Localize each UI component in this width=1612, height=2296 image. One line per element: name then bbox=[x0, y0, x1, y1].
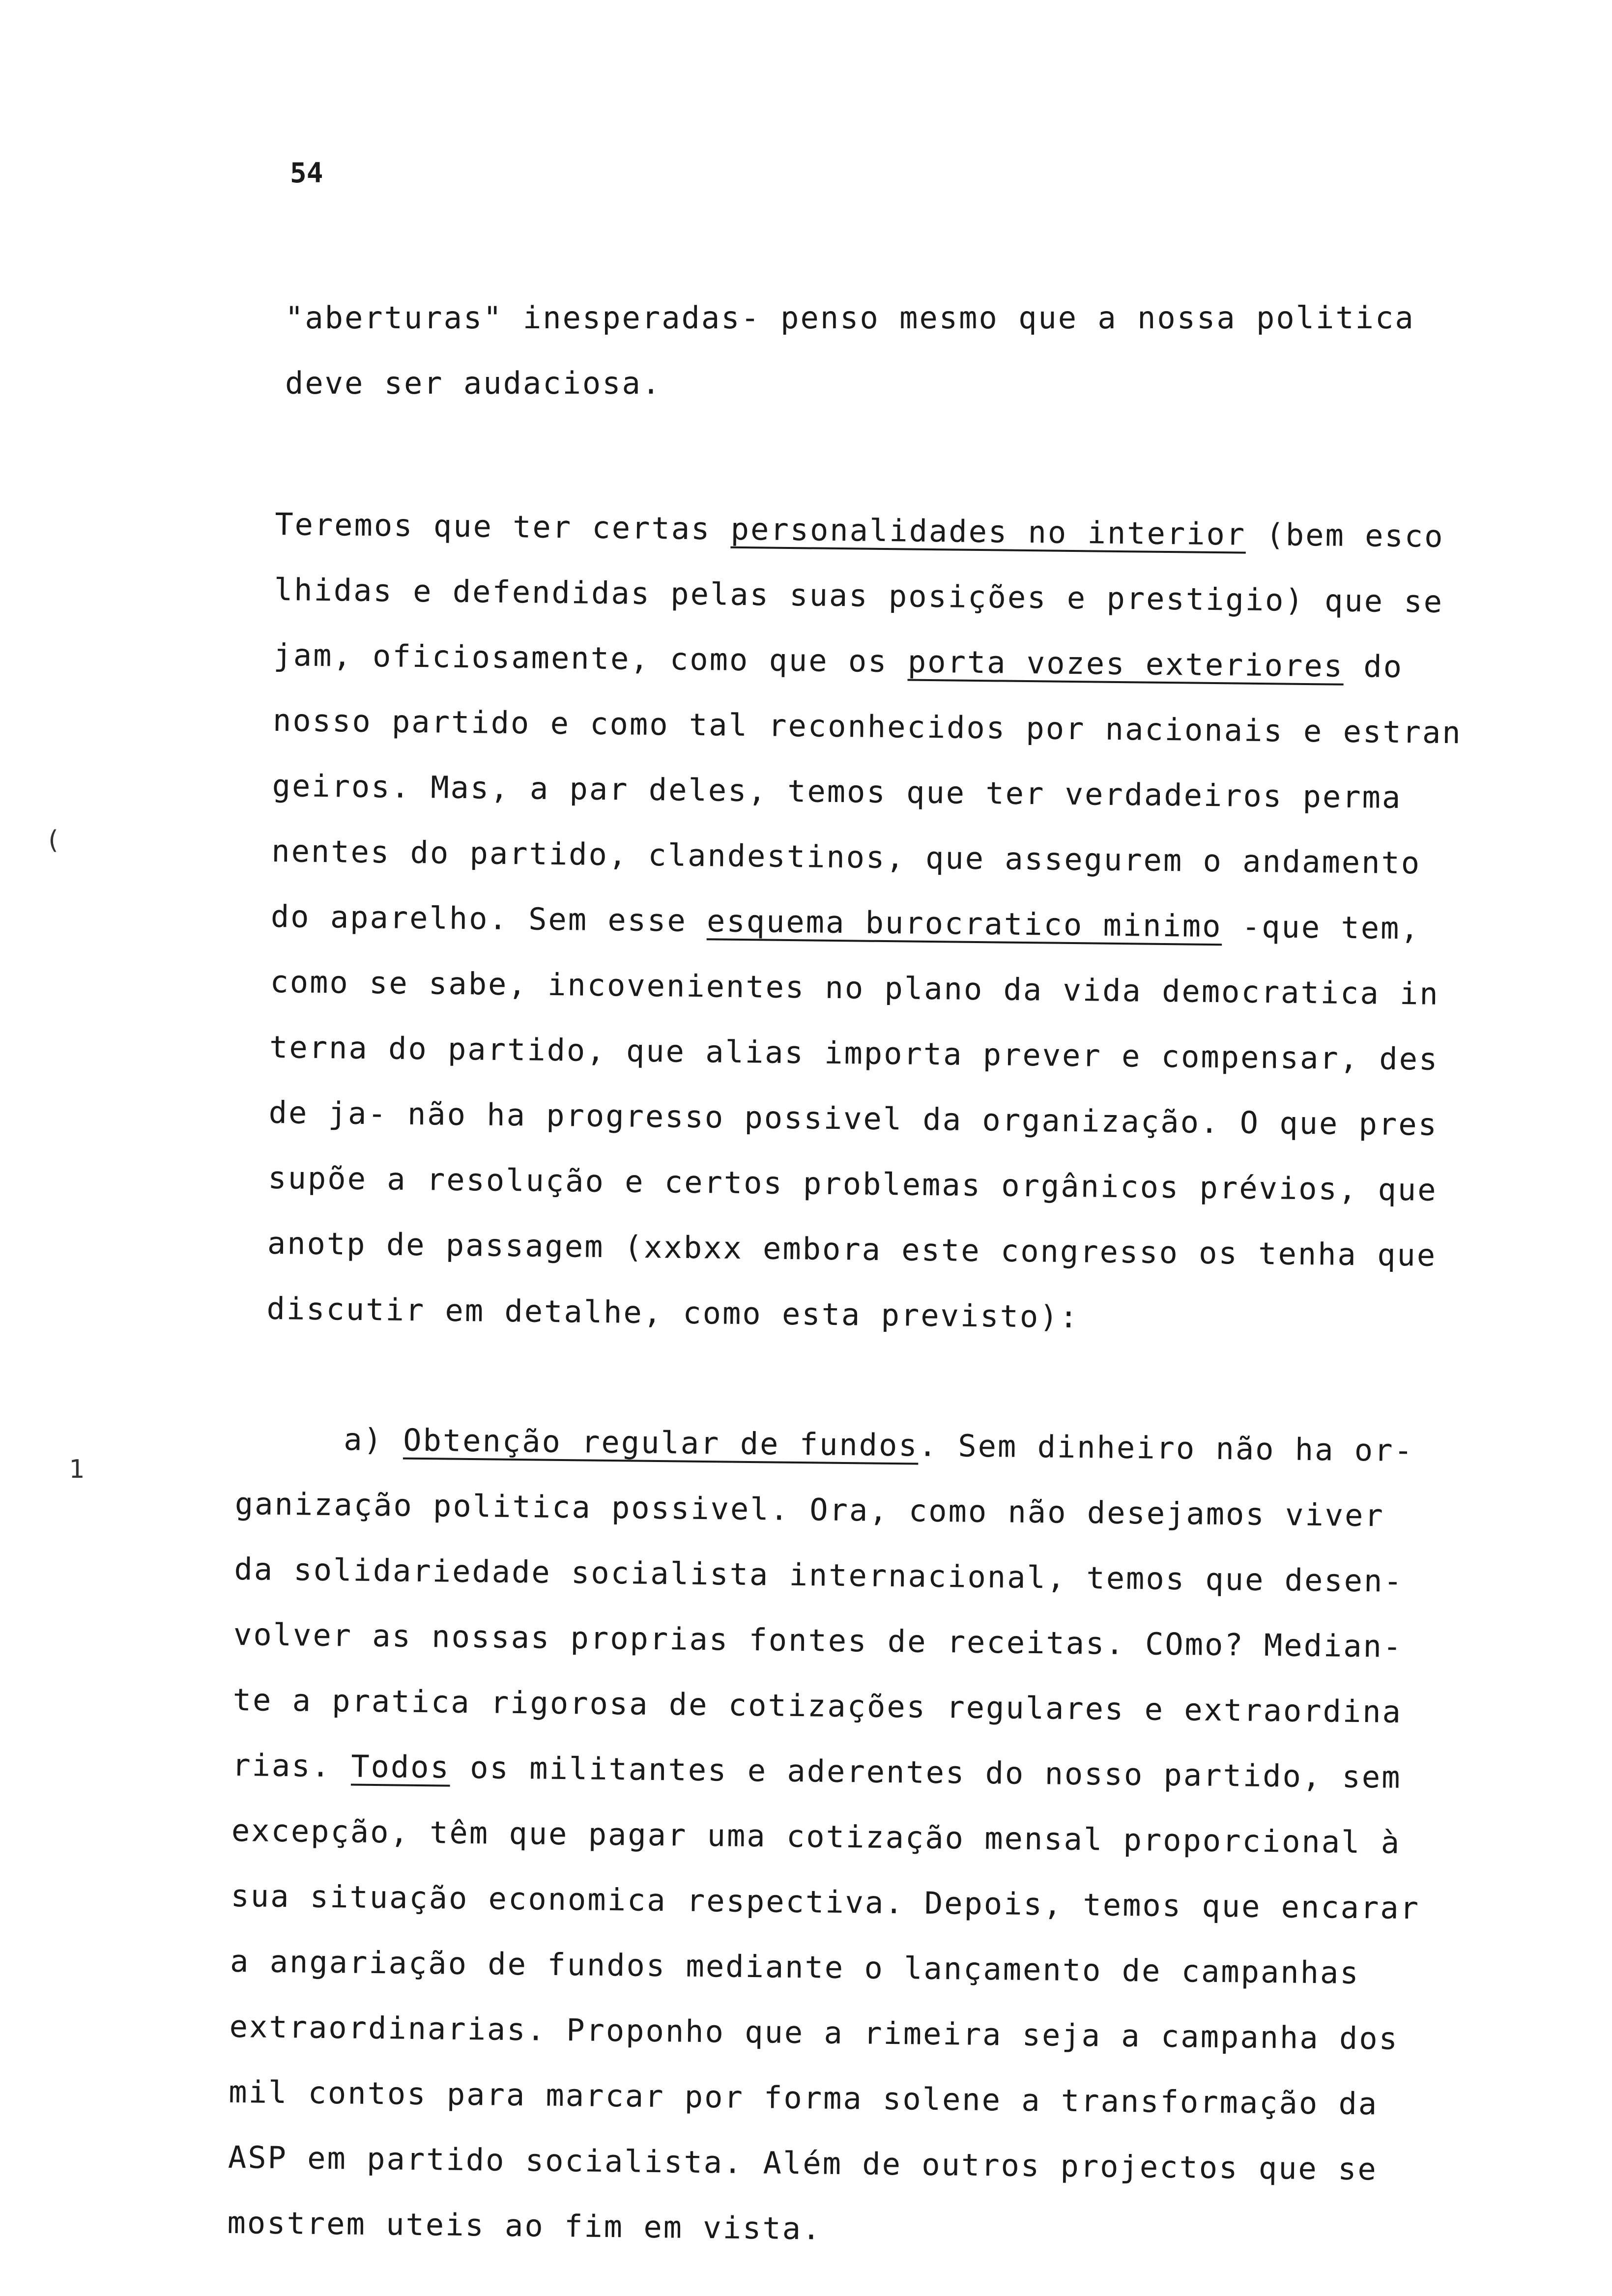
text-segment: lhidas e defendidas pelas suas posições e prestigio) que se bbox=[274, 571, 1444, 620]
paragraph-3 bbox=[227, 1406, 1425, 2267]
text-line bbox=[232, 1732, 1422, 1810]
text-segment: a) bbox=[343, 1421, 403, 1458]
text-segment: excepção, têm que pagar uma cotização mensal proporcional à bbox=[231, 1812, 1401, 1861]
underlined-text: esquema burocratico minimo bbox=[706, 903, 1222, 945]
text-segment: volver as nossas proprias fontes de receitas. COmo? Median- bbox=[233, 1616, 1403, 1665]
text-segment: extraordinarias. Proponho que a rimeira seja a campanha dos bbox=[229, 2008, 1399, 2057]
text-line bbox=[229, 1994, 1419, 2071]
text-segment: sua situação economica respectiva. Depois, temos que encarar bbox=[230, 1877, 1420, 1926]
text-line bbox=[229, 2059, 1418, 2137]
text-segment: nosso partido e como tal reconhecidos por nacionais e estran bbox=[272, 702, 1463, 751]
text-segment: . Sem dinheiro não ha or- bbox=[918, 1427, 1414, 1469]
text-segment: de ja- não ha progresso possivel da organização. O que pres bbox=[268, 1094, 1439, 1143]
text-line bbox=[266, 1276, 1456, 1353]
text-segment: Teremos que ter certas bbox=[274, 506, 731, 547]
text-segment: a angariação de fundos mediante o lançamento de campanhas bbox=[230, 1943, 1360, 1991]
text-line bbox=[235, 1406, 1425, 1483]
text-line bbox=[230, 1863, 1420, 1941]
text-line bbox=[231, 1798, 1421, 1875]
paragraph-2 bbox=[266, 491, 1465, 1353]
text-line bbox=[228, 2124, 1417, 2202]
text-line bbox=[268, 1080, 1458, 1157]
text-line bbox=[230, 1928, 1419, 2006]
text-segment: como se sabe, incovenientes no plano da vida democratica in bbox=[270, 963, 1440, 1012]
text-segment: ganização politica possivel. Ora, como não desejamos viver bbox=[234, 1485, 1385, 1534]
text-line bbox=[269, 1014, 1459, 1092]
text-line bbox=[272, 688, 1462, 765]
text-line bbox=[275, 491, 1465, 569]
text-segment: ASP em partido socialista. Além de outros projectos que se bbox=[228, 2139, 1378, 2187]
text-segment: mil contos para marcar por forma solene a transformação da bbox=[228, 2073, 1379, 2122]
text-segment: (bem esco bbox=[1245, 516, 1444, 554]
text-segment: do bbox=[1343, 648, 1404, 685]
text-segment: discutir em detalhe, como esta previsto): bbox=[266, 1290, 1080, 1335]
text-line bbox=[270, 949, 1460, 1027]
text-segment: anotp de passagem (xxbxx embora este congresso os tenha que bbox=[267, 1225, 1437, 1273]
text-segment: nentes do partido, clandestinos, que assegurem o andamento bbox=[271, 832, 1421, 881]
text-line bbox=[227, 2190, 1417, 2267]
text-line bbox=[274, 557, 1464, 634]
margin-mark: 1 bbox=[69, 1455, 85, 1484]
text-segment: geiros. Mas, a par deles, temos que ter verdadeiros perma bbox=[272, 767, 1402, 816]
text-line bbox=[234, 1471, 1424, 1549]
text-segment: supõe a resolução e certos problemas orgânicos prévios, que bbox=[267, 1159, 1438, 1208]
text-line bbox=[233, 1602, 1423, 1679]
underlined-text: personalidades no interior bbox=[730, 511, 1246, 552]
text-line bbox=[272, 753, 1462, 831]
text-segment: jam, oficiosamente, como que os bbox=[273, 636, 908, 680]
text-segment: terna do partido, que alias importa prever e compensar, des bbox=[269, 1029, 1439, 1077]
text-line bbox=[268, 1145, 1458, 1223]
text-segment: te a pratica rigorosa de cotizações regulares e extraordina bbox=[232, 1681, 1403, 1730]
text-line: deve ser audaciosa. bbox=[285, 365, 662, 401]
text-line bbox=[270, 884, 1460, 961]
underlined-text: Todos bbox=[350, 1748, 451, 1785]
underlined-text: porta vozes exteriores bbox=[907, 643, 1344, 684]
text-segment: rias. bbox=[231, 1747, 351, 1784]
text-segment: do aparelho. Sem esse bbox=[270, 898, 707, 939]
text-line bbox=[234, 1536, 1424, 1614]
paragraph-1 bbox=[285, 285, 1474, 416]
text-segment: mostrem uteis ao fim em vista. bbox=[227, 2204, 822, 2247]
text-line bbox=[271, 818, 1461, 896]
text-line bbox=[273, 622, 1463, 700]
margin-mark: ( bbox=[45, 826, 61, 855]
text-line bbox=[232, 1667, 1422, 1745]
text-segment: da solidariedade socialista internacional, temos que desen- bbox=[234, 1550, 1404, 1599]
page-number: 54 bbox=[290, 157, 323, 189]
text-line: "aberturas" inesperadas- penso mesmo que a nossa politica bbox=[285, 300, 1415, 336]
underlined-text: Obtenção regular de fundos bbox=[403, 1422, 919, 1464]
text-line bbox=[267, 1210, 1457, 1288]
text-segment: -que tem, bbox=[1222, 908, 1421, 947]
text-segment: os militantes e aderentes do nosso partido, sem bbox=[450, 1749, 1402, 1795]
